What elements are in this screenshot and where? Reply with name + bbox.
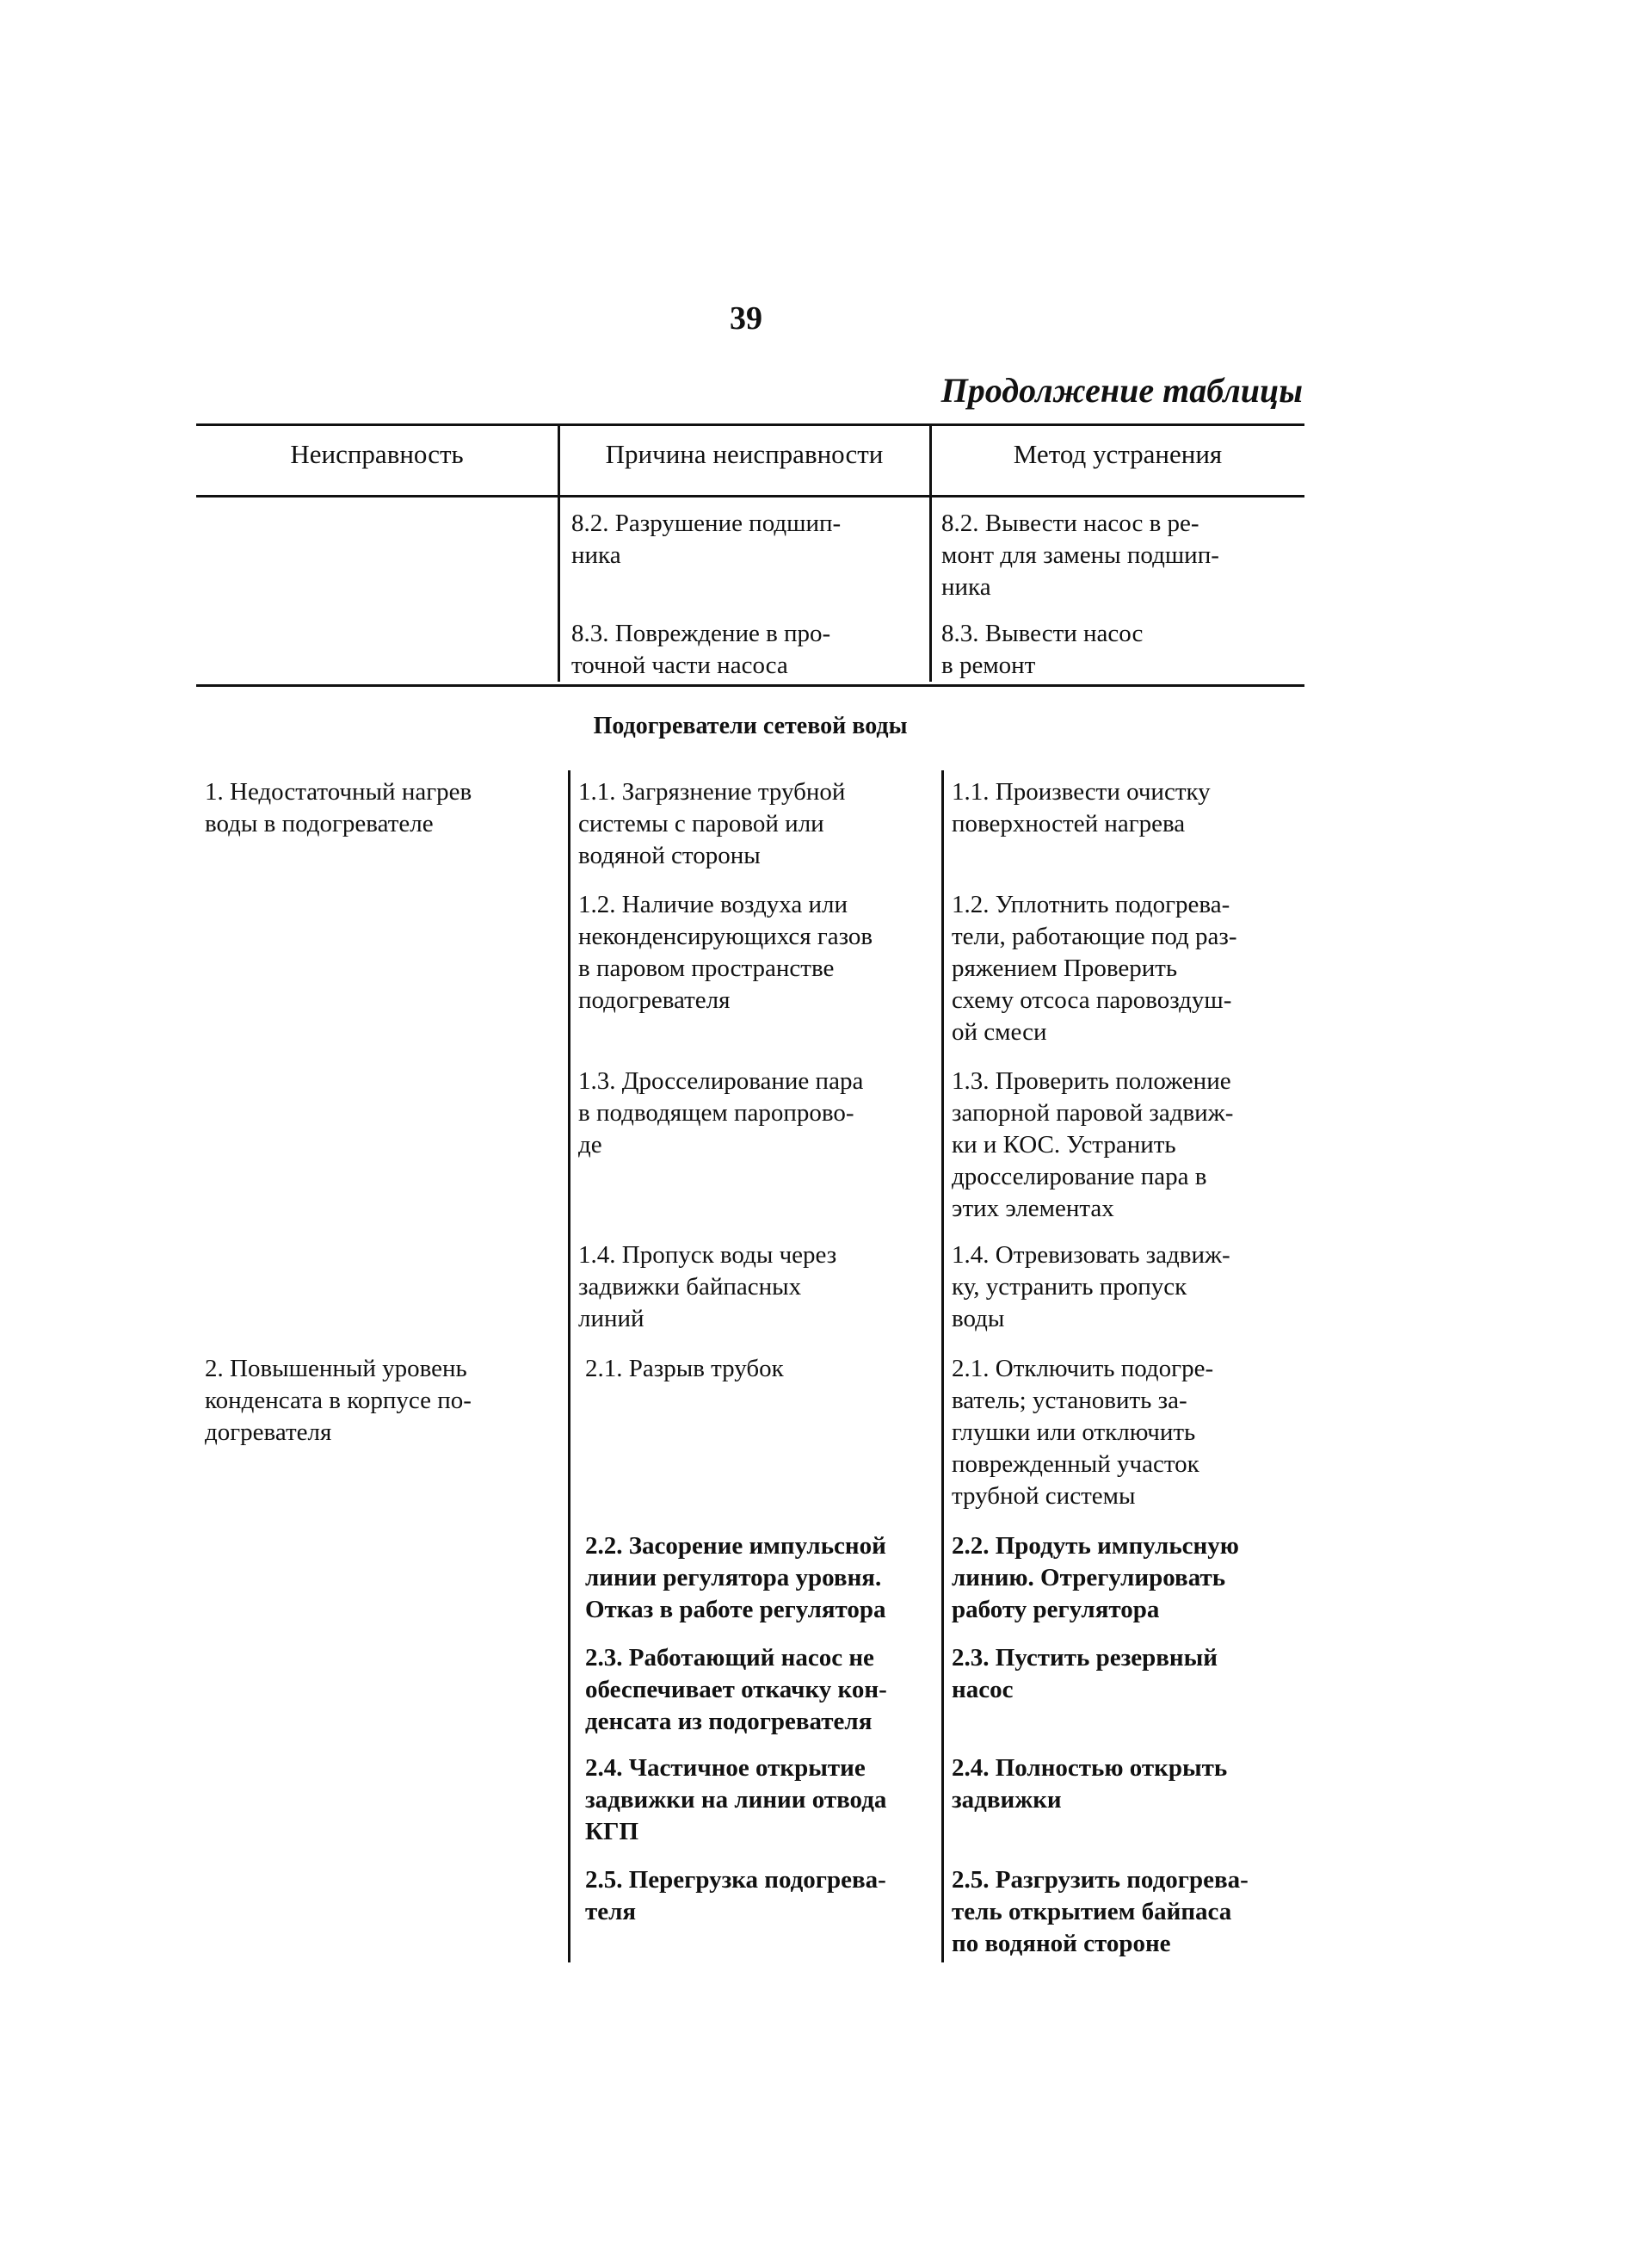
column-divider [929, 423, 932, 682]
table-cell-fault: 2. Повышенный уровень конденсата в корпусе по- догревателя [205, 1355, 472, 1446]
table-top-rule [196, 423, 1304, 426]
table-cell-cause: 8.3. Повреждение в про- точной части насоса [571, 620, 831, 679]
table-cell-fault: 1. Недостаточный нагрев воды в подогревателе [205, 778, 472, 837]
table-cell-cause: 1.4. Пропуск воды через задвижки байпасных линий [578, 1241, 837, 1332]
header-fault: Неисправность [290, 439, 464, 469]
table-cell-cause: 1.1. Загрязнение трубной системы с паровой или водяной стороны [578, 778, 846, 869]
table-header-rule [196, 495, 1304, 497]
column-divider [558, 423, 560, 682]
table-cell-remedy: 1.4. Отревизовать задвиж- ку, устранить пропуск воды [952, 1241, 1230, 1332]
section-title: Подогреватели сетевой воды [593, 713, 908, 739]
header-cause: Причина неисправности [605, 439, 884, 469]
page-number: 39 [730, 300, 762, 337]
table-cell-cause: 2.2. Засорение импульсной линии регулятора уровня. Отказ в работе регулятора [585, 1532, 886, 1623]
table-cell-cause: 8.2. Разрушение подшип- ника [571, 510, 842, 569]
table-cell-remedy: 1.2. Уплотнить подогрева- тели, работающие под раз- ряжением Проверить схему отсоса паровоздуш- ой смеси [952, 891, 1237, 1046]
table-cell-remedy: 8.2. Вывести насос в ре- монт для замены подшип- ника [941, 510, 1219, 601]
continuation-label: Продолжение таблицы [940, 371, 1303, 410]
column-divider [941, 770, 944, 1962]
table-cell-cause: 1.3. Дросселирование пара в подводящем паропрово- де [578, 1067, 864, 1159]
table-cell-remedy: 2.5. Разгрузить подогрева- тель открытием байпаса по водяной стороне [952, 1866, 1249, 1957]
table-cell-remedy: 2.1. Отключить подогре- ватель; установить за- глушки или отключить поврежденный участок трубной системы [952, 1355, 1214, 1510]
table-cell-remedy: 2.4. Полностью открыть задвижки [952, 1754, 1228, 1814]
table-cell-remedy: 2.3. Пустить резервный насос [952, 1644, 1218, 1703]
table-cell-remedy: 1.1. Произвести очистку поверхностей нагрева [952, 778, 1211, 837]
table-cell-remedy: 8.3. Вывести насос в ремонт [941, 620, 1144, 679]
table-cell-remedy: 2.2. Продуть импульсную линию. Отрегулировать работу регулятора [952, 1532, 1239, 1623]
table-section-rule [196, 684, 1304, 687]
table-cell-cause: 2.4. Частичное открытие задвижки на линии отвода КГП [585, 1754, 887, 1845]
header-remedy: Метод устранения [1013, 439, 1223, 469]
table-cell-cause: 2.3. Работающий насос не обеспечивает откачку кон- денсата из подогревателя [585, 1644, 887, 1735]
column-divider [568, 770, 570, 1962]
table-cell-cause: 2.1. Разрыв трубок [585, 1355, 784, 1382]
table-cell-cause: 2.5. Перегрузка подогрева- теля [585, 1866, 886, 1925]
table-cell-cause: 1.2. Наличие воздуха или неконденсирующихся газов в паровом пространстве подогревателя [578, 891, 873, 1014]
table-cell-remedy: 1.3. Проверить положение запорной паровой задвиж- ки и КОС. Устранить дросселирование пара в этих элементах [952, 1067, 1234, 1222]
